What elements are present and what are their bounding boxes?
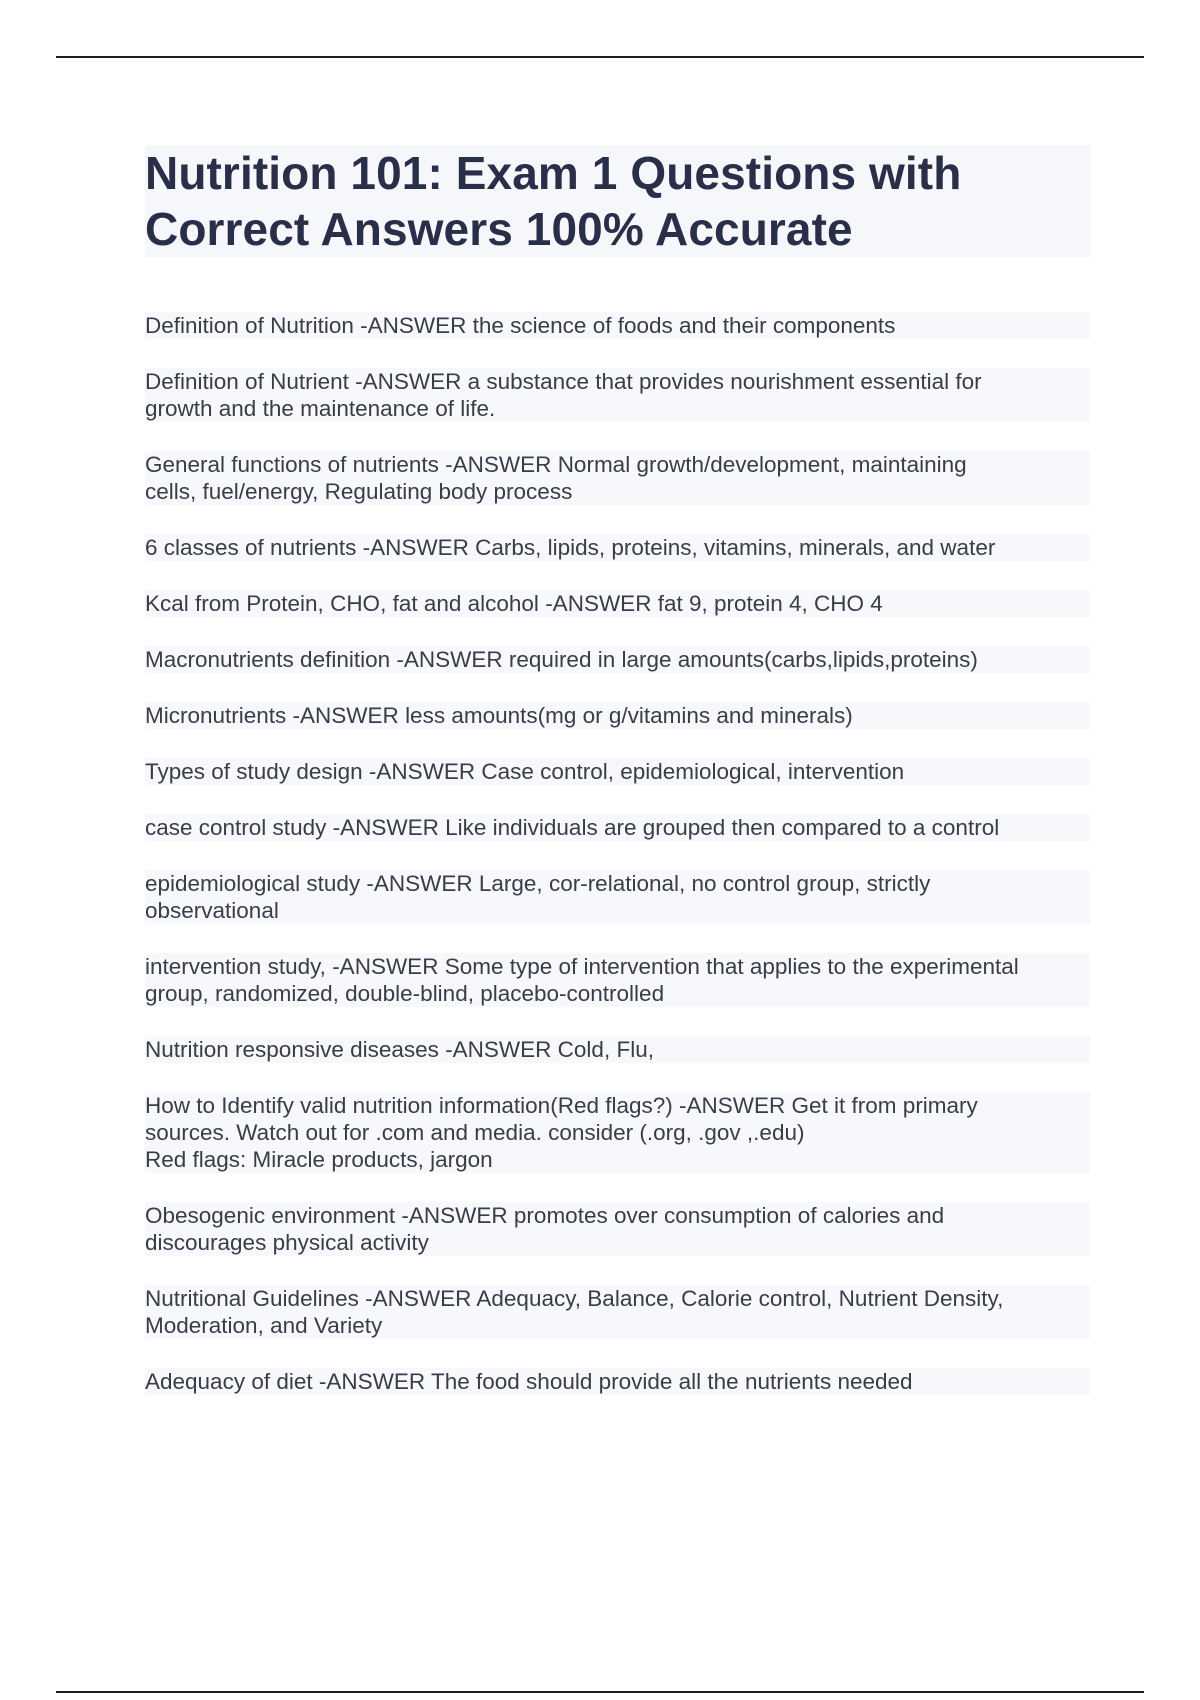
qa-item [145,1368,1090,1395]
question-text: General functions of nutrients [145,452,439,477]
answer-text: less amounts(mg or g/vitamins and minerals) [405,703,853,728]
answer-text: Get it from primary sources. Watch out for .com and media. consider (.org, .gov ,.edu) Red flags: Miracle products, jargon [145,1093,978,1172]
question-text: Nutrition responsive diseases [145,1037,439,1062]
title-block [145,145,1090,257]
answer-text: Carbs, lipids, proteins, vitamins, minerals, and water [475,535,996,560]
answer-marker: -ANSWER [358,1286,477,1311]
document-title [145,145,1090,257]
qa-item [145,758,1090,785]
answer-text: the science of foods and their components [472,313,896,338]
answer-marker: -ANSWER [356,535,476,560]
answer-text: Like individuals are grouped then compared to a control [445,815,1000,840]
qa-item [145,814,1090,841]
answer-text: The food should provide all the nutrients needed [430,1369,913,1394]
answer-text: Normal growth/development, maintaining cells, fuel/energy, Regulating body process [145,452,967,504]
qa-item [145,1092,1090,1173]
question-text: Definition of Nutrition [145,313,354,338]
question-text: Types of study design [145,759,363,784]
answer-marker: -ANSWER [286,703,406,728]
question-text: intervention study, [145,954,326,979]
qa-item [145,451,1090,505]
qa-item [145,1036,1090,1063]
question-text: Definition of Nutrient [145,369,349,394]
question-text: Obesogenic environment [145,1203,396,1228]
question-text: epidemiological study [145,871,361,896]
answer-text: a substance that provides nourishment essential for growth and the maintenance of life. [145,369,982,421]
question-text: 6 classes of nutrients [145,535,357,560]
question-text: How to Identify valid nutrition information(Red flags?) [145,1093,673,1118]
title-line-1: Nutrition 101: Exam 1 Questions with [145,147,962,199]
answer-marker: -ANSWER [362,759,482,784]
qa-item [145,646,1090,673]
answer-text: Adequacy, Balance, Calorie control, Nutrient Density, Moderation, and Variety [145,1286,1004,1338]
qa-item [145,312,1090,339]
question-text: Micronutrients [145,703,287,728]
answer-marker: -ANSWER [325,954,445,979]
answer-marker: -ANSWER [438,452,558,477]
answer-text: Some type of intervention that applies to the experimental group, randomized, double-blind, placebo-controlled [145,954,1019,1006]
question-text: Macronutrients definition [145,647,391,672]
answer-text: promotes over consumption of calories and discourages physical activity [145,1203,945,1255]
answer-marker: -ANSWER [395,1203,514,1228]
answer-marker: -ANSWER [672,1093,792,1118]
qa-item [145,368,1090,422]
question-text: Nutritional Guidelines [145,1286,359,1311]
answer-text: Large, cor-relational, no control group, strictly observational [145,871,931,923]
document-body [145,145,1090,1424]
qa-item [145,534,1090,561]
answer-marker: -ANSWER [360,871,479,896]
answer-marker: -ANSWER [353,313,473,338]
qa-item [145,1202,1090,1256]
qa-list [145,312,1090,1395]
answer-text: fat 9, protein 4, CHO 4 [657,591,883,616]
qa-item [145,870,1090,924]
question-text: Adequacy of diet [145,1369,313,1394]
qa-item [145,1285,1090,1339]
answer-text: required in large amounts(carbs,lipids,proteins) [508,647,978,672]
qa-item [145,953,1090,1007]
answer-marker: -ANSWER [438,1037,558,1062]
answer-text: Cold, Flu, [557,1037,654,1062]
answer-marker: -ANSWER [312,1369,431,1394]
answer-marker: -ANSWER [390,647,509,672]
bottom-rule [56,1691,1144,1693]
qa-item [145,702,1090,729]
title-line-2: Correct Answers 100% Accurate [145,203,853,255]
answer-text: Case control, epidemiological, intervention [481,759,905,784]
qa-item [145,590,1090,617]
answer-marker: -ANSWER [348,369,468,394]
question-text: Kcal from Protein, CHO, fat and alcohol [145,591,539,616]
answer-marker: -ANSWER [326,815,446,840]
question-text: case control study [145,815,327,840]
top-rule [56,56,1144,58]
answer-marker: -ANSWER [538,591,658,616]
